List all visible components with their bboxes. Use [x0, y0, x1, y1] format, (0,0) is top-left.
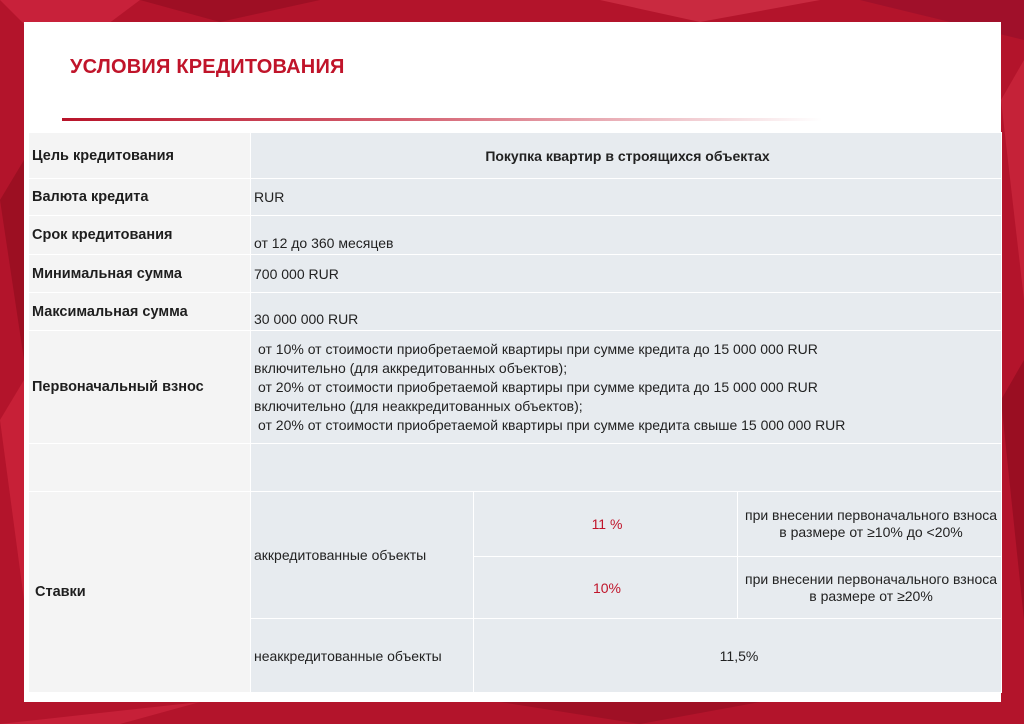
slide-card [24, 22, 1001, 702]
currency-value: RUR [251, 179, 1002, 216]
down-payment-line: от 20% от стоимости приобретаемой квартиры при сумме кредита свыше 15 000 000 RUR [258, 416, 846, 433]
table-row [29, 255, 1002, 293]
table-row [29, 293, 1002, 331]
loan-terms-table [28, 132, 1002, 693]
down-payment-value [251, 331, 1002, 444]
down-payment-line: от 20% от стоимости приобретаемой квартиры при сумме кредита до 15 000 000 RUR [258, 378, 818, 395]
down-payment-line: включительно (для неаккредитованных объектов); [254, 397, 583, 414]
min-sum-value: 700 000 RUR [251, 255, 1002, 293]
currency-label: Валюта кредита [29, 179, 251, 216]
empty-cell [251, 444, 1002, 492]
rate-value: 11 % [474, 492, 738, 557]
max-sum-value: 30 000 000 RUR [251, 293, 1002, 331]
term-value: от 12 до 360 месяцев [251, 216, 1002, 255]
table-row [29, 216, 1002, 255]
rate-value: 10% [474, 557, 738, 619]
min-sum-label: Минимальная сумма [29, 255, 251, 293]
empty-cell [29, 444, 251, 492]
term-label: Срок кредитования [29, 216, 251, 255]
purpose-value: Покупка квартир в строящихся объектах [251, 133, 1002, 179]
max-sum-label: Максимальная сумма [29, 293, 251, 331]
down-payment-line: включительно (для аккредитованных объектов); [254, 359, 568, 376]
table-row-empty [29, 444, 1002, 492]
rates-label: Ставки [29, 492, 251, 693]
accredited-label: аккредитованные объекты [251, 492, 474, 619]
down-payment-label: Первоначальный взнос [29, 331, 251, 444]
title-underline [62, 118, 822, 121]
table-row [29, 492, 1002, 557]
rate-condition: при внесении первоначального взноса в размере от ≥10% до <20% [738, 492, 1002, 557]
non-accredited-rate: 11,5% [474, 619, 1002, 693]
table-row [29, 331, 1002, 444]
purpose-label: Цель кредитования [29, 133, 251, 179]
table-row [29, 179, 1002, 216]
down-payment-line: от 10% от стоимости приобретаемой квартиры при сумме кредита до 15 000 000 RUR [258, 340, 818, 357]
table-row [29, 133, 1002, 179]
rate-condition: при внесении первоначального взноса в размере от ≥20% [738, 557, 1002, 619]
page-title: УСЛОВИЯ КРЕДИТОВАНИЯ [70, 56, 345, 78]
non-accredited-label: неаккредитованные объекты [251, 619, 474, 693]
